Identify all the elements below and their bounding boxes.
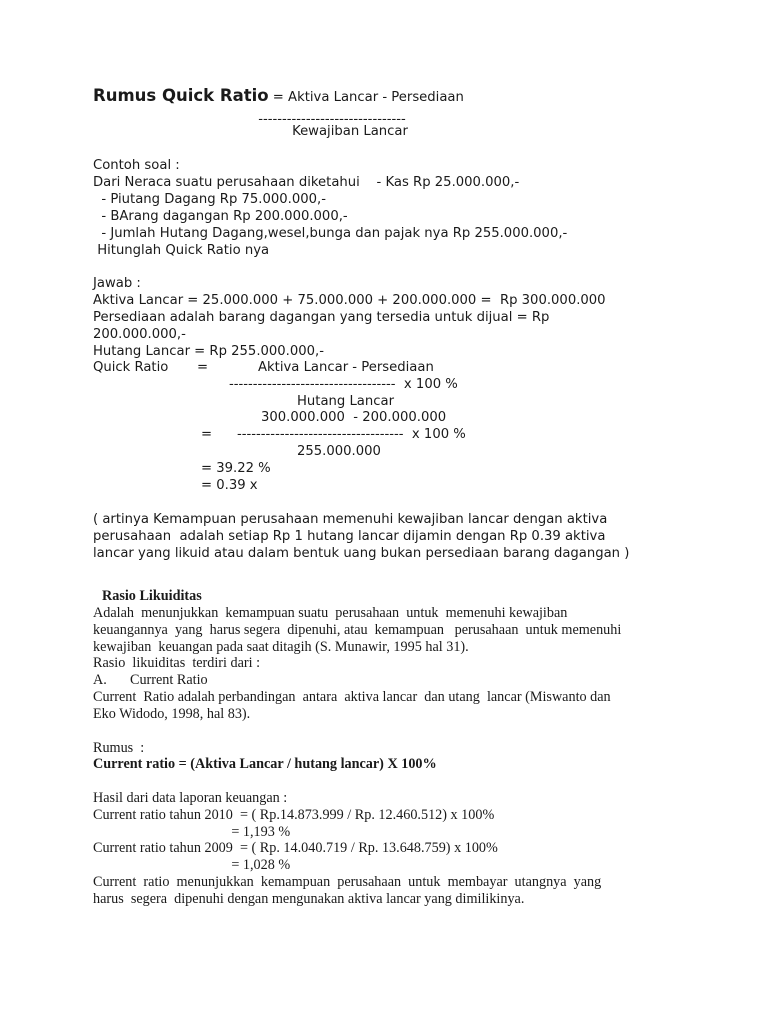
question-line: Dari Neraca suatu perusahaan diketahui - Kas Rp 25.000.000,- [93,175,520,190]
liquidity-intro-line: Adalah menunjukkan kemampuan suatu perusahaan untuk memenuhi kewajiban [93,605,568,621]
answer-line: Persediaan adalah barang dagangan yang tersedia untuk dijual = Rp [93,310,550,325]
results-line: Current ratio tahun 2010 = ( Rp.14.873.999 / Rp. 12.460.512) x 100% [93,807,495,823]
liquidity-heading: Rasio Likuiditas [102,588,202,604]
definition-line: Current Ratio adalah perbandingan antara aktiva lancar dan utang lancar (Miswanto dan [93,689,611,705]
question-line: - BArang dagangan Rp 200.000.000,- [93,209,348,224]
explanation-line: lancar yang likuid atau dalam bentuk uang bukan persediaan barang dagangan ) [93,546,630,561]
quick-ratio-formula-line: ------------------------------- [258,112,406,127]
answer-line: 200.000.000,- [93,327,186,342]
results-header: Hasil dari data laporan keuangan : [93,790,288,806]
calc-equals-2: = [201,427,213,442]
calc-numerator-2: 300.000.000 - 200.000.000 [261,410,447,425]
definition-line: Eko Widodo, 1998, hal 83). [93,706,251,722]
question-line: - Piutang Dagang Rp 75.000.000,- [93,192,326,207]
answer-line: Hutang Lancar = Rp 255.000.000,- [93,344,324,359]
explanation-line: perusahaan adalah setiap Rp 1 hutang lancar dijamin dengan Rp 0.39 aktiva [93,529,606,544]
liquidity-intro-line: Rasio likuiditas terdiri dari : [93,655,261,671]
calc-denominator-2: 255.000.000 [297,444,381,459]
quick-ratio-formula-bottom: Kewajiban Lancar [292,124,408,139]
quick-ratio-title: Rumus Quick Ratio [93,86,269,105]
calc-numerator-1: Aktiva Lancar - Persediaan [258,360,434,375]
liquidity-intro-line: keuangannya yang harus segera dipenuhi, atau kemampuan perusahaan untuk memenuhi [93,622,622,638]
answer-line: Aktiva Lancar = 25.000.000 + 75.000.000 + 200.000.000 = Rp 300.000.000 [93,293,606,308]
question-line: Hitunglah Quick Ratio nya [93,243,270,258]
explanation-line: ( artinya Kemampuan perusahaan memenuhi kewajiban lancar dengan aktiva [93,512,608,527]
calc-label: Quick Ratio [93,360,169,375]
results-line: Current ratio tahun 2009 = ( Rp. 14.040.719 / Rp. 13.648.759) x 100% [93,840,498,856]
calc-fraction-line-1: ----------------------------------- x 100 % [229,377,458,392]
formula-header: Rumus : [93,740,145,756]
list-item-marker: A. [93,672,107,688]
conclusion-line: Current ratio menunjukkan kemampuan perusahaan untuk membayar utangnya yang [93,874,602,890]
calc-denominator-1: Hutang Lancar [297,394,394,409]
conclusion-line: harus segera dipenuhi dengan mengunakan aktiva lancar yang dimilikinya. [93,891,525,907]
calc-result-1: = 39.22 % [201,461,271,476]
quick-ratio-title-line [93,87,464,106]
calc-result-2: = 0.39 x [201,478,258,493]
results-line: = 1,193 % [93,824,291,840]
calc-fraction-line-2: ----------------------------------- x 100 % [237,427,466,442]
question-line: - Jumlah Hutang Dagang,wesel,bunga dan pajak nya Rp 255.000.000,- [93,226,568,241]
list-item-label: Current Ratio [130,672,208,688]
current-ratio-formula: Current ratio = (Aktiva Lancar / hutang lancar) X 100% [93,756,437,772]
example-header: Contoh soal : [93,158,180,173]
liquidity-intro-line: kewajiban keuangan pada saat ditagih (S. Munawir, 1995 hal 31). [93,639,469,655]
quick-ratio-formula-top: = Aktiva Lancar - Persediaan [268,90,464,105]
answer-header: Jawab : [93,276,141,291]
calc-equals: = [197,360,209,375]
results-line: = 1,028 % [93,857,291,873]
